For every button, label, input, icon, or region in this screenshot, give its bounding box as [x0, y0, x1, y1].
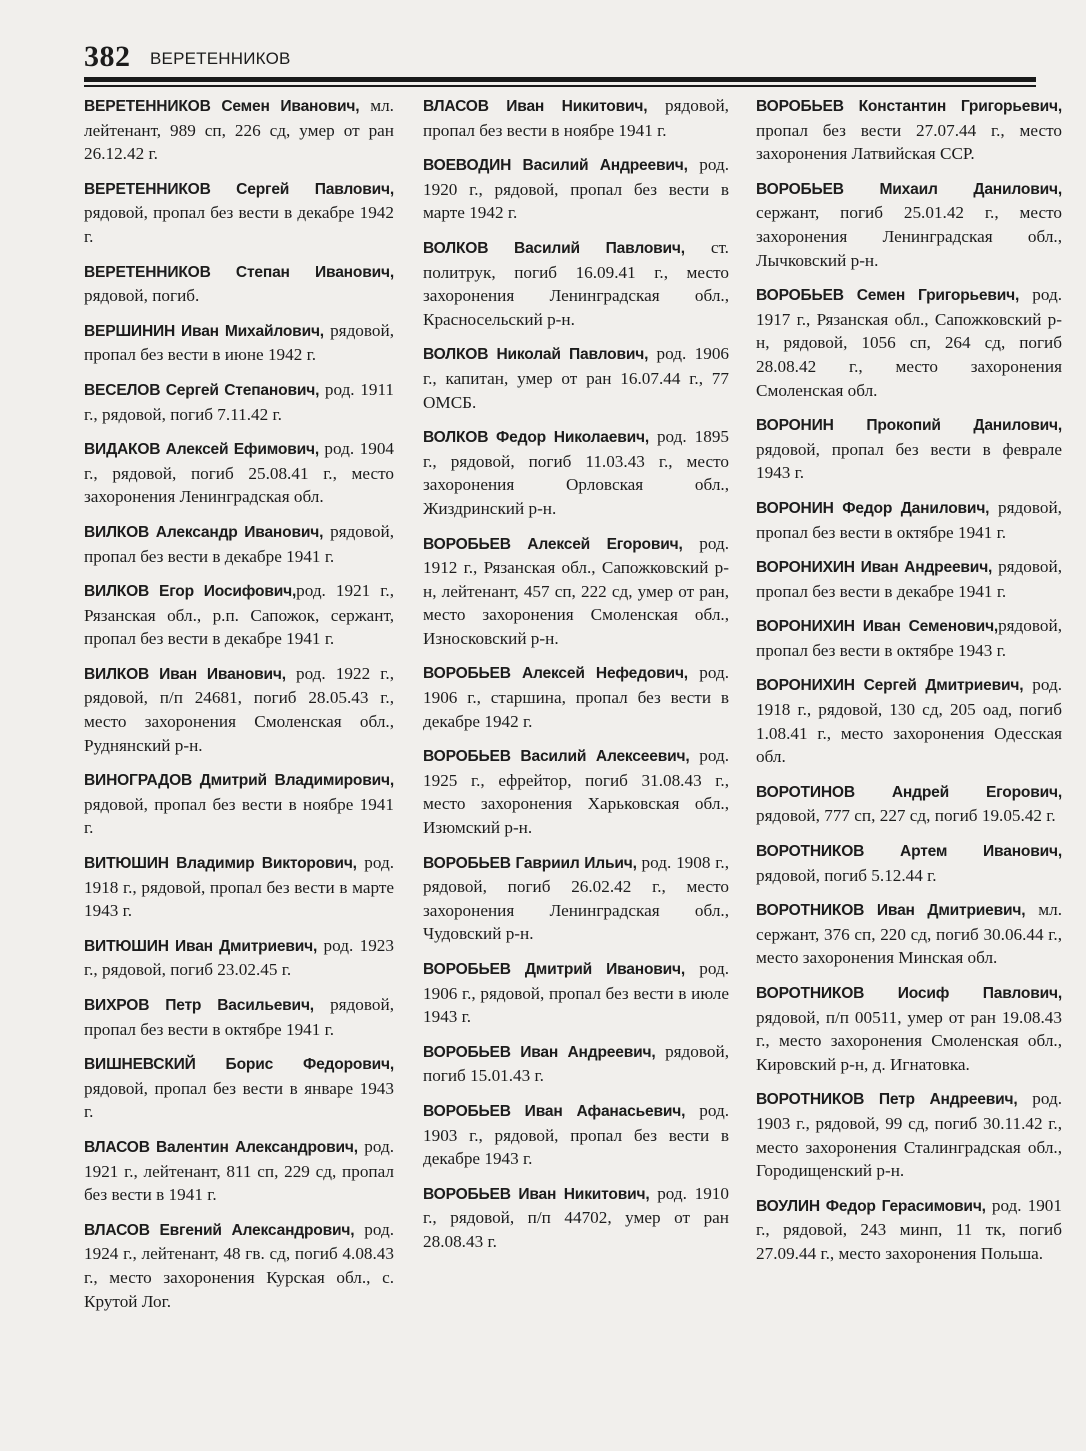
- register-entry: [84, 993, 394, 1041]
- entry-name: ВОРОНИН Федор Данилович,: [756, 499, 990, 517]
- running-head: ВЕРЕТЕННИКОВ: [150, 49, 291, 68]
- entry-details: род. 1903 г., рядовой, пропал без вести в декабре 1943 г.: [423, 1100, 729, 1169]
- column-2: [423, 94, 729, 1265]
- entry-name: ВОРОНИХИН Иван Андреевич,: [756, 559, 993, 577]
- register-entry: [756, 177, 1062, 272]
- column-3: [756, 94, 1062, 1277]
- register-entry: [84, 579, 394, 651]
- register-entry: [756, 614, 1062, 662]
- register-entry: [84, 319, 394, 367]
- register-entry: [84, 94, 394, 166]
- register-entry: [756, 898, 1062, 970]
- entry-name: ВИШНЕВСКИЙ Борис Федорович,: [84, 1056, 394, 1074]
- entry-name: ВОРОБЬЕВ Иван Афанасьевич,: [423, 1102, 686, 1120]
- entry-details: род. 1910 г., рядовой, п/п 44702, умер от ран 28.08.43 г.: [423, 1183, 729, 1251]
- register-entry: [423, 236, 729, 331]
- register-entry: [84, 851, 394, 923]
- entry-name: ВОЛКОВ Николай Павлович,: [423, 346, 649, 364]
- entry-details: рядовой, пропал без вести в январе 1943 г.: [84, 1078, 394, 1122]
- entry-name: ВЕРЕТЕННИКОВ Семен Иванович,: [84, 98, 360, 115]
- entry-name: ВЕРШИНИН Иван Михайлович,: [84, 322, 324, 340]
- register-entry: [756, 673, 1062, 768]
- entry-details: род. 1904 г., рядовой, погиб 25.08.41 г., место захоронения Ленинградская обл.: [84, 439, 395, 507]
- entry-name: ВИТЮШИН Владимир Викторович,: [84, 855, 357, 873]
- register-entry: [84, 1052, 394, 1124]
- entry-name: ВОРОНИН Прокопий Данилович,: [756, 417, 1062, 435]
- register-entry: [756, 1194, 1062, 1266]
- header-rule-thick: [84, 77, 1036, 82]
- entry-name: ВЛАСОВ Евгений Александрович,: [84, 1221, 355, 1239]
- entry-details: рядовой, пропал без вести в октябре 1943 г.: [756, 616, 1062, 660]
- entry-name: ВЕРЕТЕННИКОВ Сергей Павлович,: [84, 180, 394, 198]
- entry-details: род. 1922 г., рядовой, п/п 24681, погиб 28.05.43 г., место захоронения Смоленская обл., Руднянский р-н.: [84, 663, 394, 755]
- entry-name: ВИДАКОВ Алексей Ефимович,: [84, 441, 319, 459]
- entry-name: ВИХРОВ Петр Васильевич,: [84, 997, 314, 1014]
- entry-name: ВИЛКОВ Егор Иосифович,: [84, 583, 297, 601]
- register-entry: [756, 94, 1062, 166]
- entry-name: ВОЕВОДИН Василий Андреевич,: [423, 157, 688, 175]
- entry-name: ВЛАСОВ Иван Никитович,: [423, 98, 648, 115]
- entry-name: ВОРОБЬЕВ Семен Григорьевич,: [756, 287, 1020, 305]
- entry-details: рядовой, пропал без вести в октябре 1941 г.: [84, 995, 394, 1039]
- entry-details: рядовой, 777 сп, 227 сд, погиб 19.05.42 г.: [756, 806, 1056, 826]
- register-entry: [423, 342, 729, 414]
- entry-name: ВИЛКОВ Александр Иванович,: [84, 523, 324, 541]
- page-number: 382: [84, 40, 131, 73]
- register-entry: [756, 283, 1062, 402]
- register-entry: [84, 1218, 394, 1313]
- register-entry: [423, 94, 729, 142]
- entry-details: род. 1917 г., Рязанская обл., Сапожковский р-н, рядовой, 1056 сп, 264 сд, погиб 28.08.42 г., место захоронения Смоленская обл.: [756, 285, 1062, 400]
- entry-details: род. 1925 г., ефрейтор, погиб 31.08.43 г., место захоронения Харьковская обл., Изюмский р-н.: [423, 746, 729, 838]
- entry-details: рядовой, пропал без вести в декабре 1941 г.: [84, 521, 394, 566]
- entry-name: ВОРОБЬЕВ Константин Григорьевич,: [756, 98, 1062, 115]
- entry-details: род. 1923 г., рядовой, погиб 23.02.45 г.: [84, 935, 394, 980]
- entry-details: рядовой, пропал без вести в феврале 1943 г.: [756, 439, 1062, 483]
- register-entry: [84, 520, 394, 568]
- register-entry: [756, 1087, 1062, 1182]
- entry-name: ВЕСЕЛОВ Сергей Степанович,: [84, 381, 320, 399]
- entry-details: род. 1903 г., рядовой, 99 сд, погиб 30.11.42 г., место захоронения Сталинградская обл., Городищенский р-н.: [756, 1089, 1063, 1181]
- entry-details: род. 1912 г., Рязанская обл., Сапожковский р-н, лейтенант, 457 сп, 222 сд, умер от ран, место захоронения Смоленская обл., Износковский р-н.: [423, 533, 730, 648]
- entry-name: ВОРОТНИКОВ Петр Андреевич,: [756, 1091, 1018, 1109]
- register-entry: [423, 957, 729, 1029]
- register-entry: [756, 780, 1062, 828]
- entry-details: мл. сержант, 376 сп, 220 сд, погиб 30.06.44 г., место захоронения Минская обл.: [756, 900, 1062, 968]
- entry-name: ВОРОТИНОВ Андрей Егорович,: [756, 783, 1062, 801]
- entry-details: рядовой, пропал без вести в октябре 1941 г.: [756, 497, 1062, 542]
- register-entry: [84, 437, 394, 509]
- register-entry: [423, 851, 729, 946]
- register-entry: [423, 1182, 729, 1254]
- entry-name: ВИНОГРАДОВ Дмитрий Владимирович,: [84, 772, 394, 790]
- column-1: [84, 94, 394, 1324]
- entry-name: ВОРОБЬЕВ Михаил Данилович,: [756, 180, 1062, 198]
- entry-name: ВОРОНИХИН Иван Семенович,: [756, 618, 999, 636]
- entry-details: род. 1920 г., рядовой, пропал без вести в марте 1942 г.: [423, 155, 729, 223]
- entry-details: род. 1908 г., рядовой, погиб 26.02.42 г., место захоронения Ленинградская обл., Чудовский р-н.: [423, 852, 729, 944]
- entry-details: род. 1895 г., рядовой, погиб 11.03.43 г., место захоронения Орловская обл., Жиздринский р-н.: [423, 427, 730, 518]
- entry-name: ВОРОТНИКОВ Иосиф Павлович,: [756, 985, 1062, 1002]
- entry-details: род. 1911 г., рядовой, погиб 7.11.42 г.: [84, 379, 394, 424]
- page-header: [84, 38, 1034, 78]
- entry-details: рядовой, погиб 15.01.43 г.: [423, 1041, 729, 1086]
- entry-details: род. 1921 г., лейтенант, 811 сп, 229 сд, пропал без вести в 1941 г.: [84, 1136, 394, 1205]
- entry-name: ВОРОБЬЕВ Алексей Егорович,: [423, 535, 683, 553]
- register-entry: [423, 153, 729, 225]
- entry-details: род. 1918 г., рядовой, 130 сд, 205 оад, погиб 1.08.41 г., место захоронения Одесская обл.: [756, 675, 1063, 767]
- entry-name: ВОУЛИН Федор Герасимович,: [756, 1197, 986, 1215]
- entry-details: рядовой, пропал без вести в ноябре 1941 г.: [84, 794, 394, 838]
- entry-name: ВОРОНИХИН Сергей Дмитриевич,: [756, 677, 1024, 695]
- entry-name: ВОРОБЬЕВ Иван Никитович,: [423, 1185, 650, 1203]
- register-entry: [84, 1135, 394, 1207]
- entry-details: рядовой, п/п 00511, умер от ран 19.08.43 г., место захоронения Смоленская обл., Кировский р-н, д. Игнатовка.: [756, 1007, 1062, 1074]
- register-entry: [84, 934, 394, 982]
- entry-name: ВЕРЕТЕННИКОВ Степан Иванович,: [84, 263, 394, 281]
- register-entry: [756, 981, 1062, 1076]
- entry-details: ст. политрук, погиб 16.09.41 г., место захоронения Ленинградская обл., Красносельский р-н.: [423, 237, 729, 329]
- entry-name: ВОРОБЬЕВ Алексей Нефедович,: [423, 665, 688, 683]
- entry-details: род. 1918 г., рядовой, пропал без вести в марте 1943 г.: [84, 853, 395, 921]
- entry-details: род. 1906 г., рядовой, пропал без вести в июле 1943 г.: [423, 959, 729, 1027]
- register-entry: [756, 413, 1062, 485]
- register-entry: [84, 768, 394, 840]
- register-entry: [423, 744, 729, 839]
- entry-details: пропал без вести 27.07.44 г., место захоронения Латвийская ССР.: [756, 120, 1062, 164]
- entry-name: ВИТЮШИН Иван Дмитриевич,: [84, 937, 318, 955]
- entry-name: ВОРОБЬЕВ Иван Андреевич,: [423, 1043, 656, 1061]
- register-entry: [84, 177, 394, 249]
- entry-name: ВОРОТНИКОВ Иван Дмитриевич,: [756, 902, 1026, 920]
- register-entry: [423, 1099, 729, 1171]
- entry-details: рядовой, погиб 5.12.44 г.: [756, 865, 937, 885]
- entry-name: ВОРОБЬЕВ Гавриил Ильич,: [423, 854, 637, 872]
- register-entry: [84, 662, 394, 757]
- register-entry: [423, 532, 729, 651]
- entry-name: ВЛАСОВ Валентин Александрович,: [84, 1138, 358, 1156]
- register-entry: [84, 260, 394, 308]
- entry-details: рядовой, пропал без вести в декабре 1941 г.: [756, 557, 1062, 601]
- entry-name: ВОЛКОВ Василий Павлович,: [423, 239, 685, 257]
- entry-details: род. 1921 г., Рязанская обл., р.п. Сапожок, сержант, пропал без вести в декабре 1941 г.: [84, 581, 395, 649]
- entry-details: рядовой, пропал без вести в ноябре 1941 г.: [423, 96, 729, 140]
- entry-name: ВОЛКОВ Федор Николаевич,: [423, 429, 649, 447]
- register-entry: [423, 425, 729, 520]
- register-entry: [756, 496, 1062, 544]
- register-entry: [423, 1040, 729, 1088]
- entry-details: рядовой, пропал без вести в июне 1942 г.: [84, 320, 394, 365]
- entry-name: ВОРОБЬЕВ Василий Алексеевич,: [423, 748, 690, 766]
- register-entry: [756, 555, 1062, 603]
- entry-details: род. 1924 г., лейтенант, 48 гв. сд, погиб 4.08.43 г., место захоронения Курская обл., с. Крутой Лог.: [84, 1219, 394, 1311]
- register-entry: [756, 839, 1062, 887]
- entry-details: сержант, погиб 25.01.42 г., место захоронения Ленинградская обл., Лычковский р-н.: [756, 203, 1062, 270]
- entry-name: ВОРОТНИКОВ Артем Иванович,: [756, 843, 1062, 861]
- entry-details: род. 1906 г., капитан, умер от ран 16.07.44 г., 77 ОМСБ.: [423, 344, 730, 412]
- entry-name: ВИЛКОВ Иван Иванович,: [84, 665, 286, 683]
- entry-details: рядовой, пропал без вести в декабре 1942 г.: [84, 203, 394, 246]
- entry-details: род. 1901 г., рядовой, 243 минп, 11 тк, погиб 27.09.44 г., место захоронения Польша.: [756, 1195, 1062, 1263]
- entry-name: ВОРОБЬЕВ Дмитрий Иванович,: [423, 961, 686, 978]
- register-entry: [84, 378, 394, 426]
- header-rule-thin: [84, 85, 1036, 87]
- entry-details: рядовой, погиб.: [84, 286, 200, 306]
- entry-details: мл. лейтенант, 989 сп, 226 сд, умер от ран 26.12.42 г.: [84, 96, 394, 164]
- entry-details: род. 1906 г., старшина, пропал без вести в декабре 1942 г.: [423, 663, 729, 731]
- register-entry: [423, 661, 729, 733]
